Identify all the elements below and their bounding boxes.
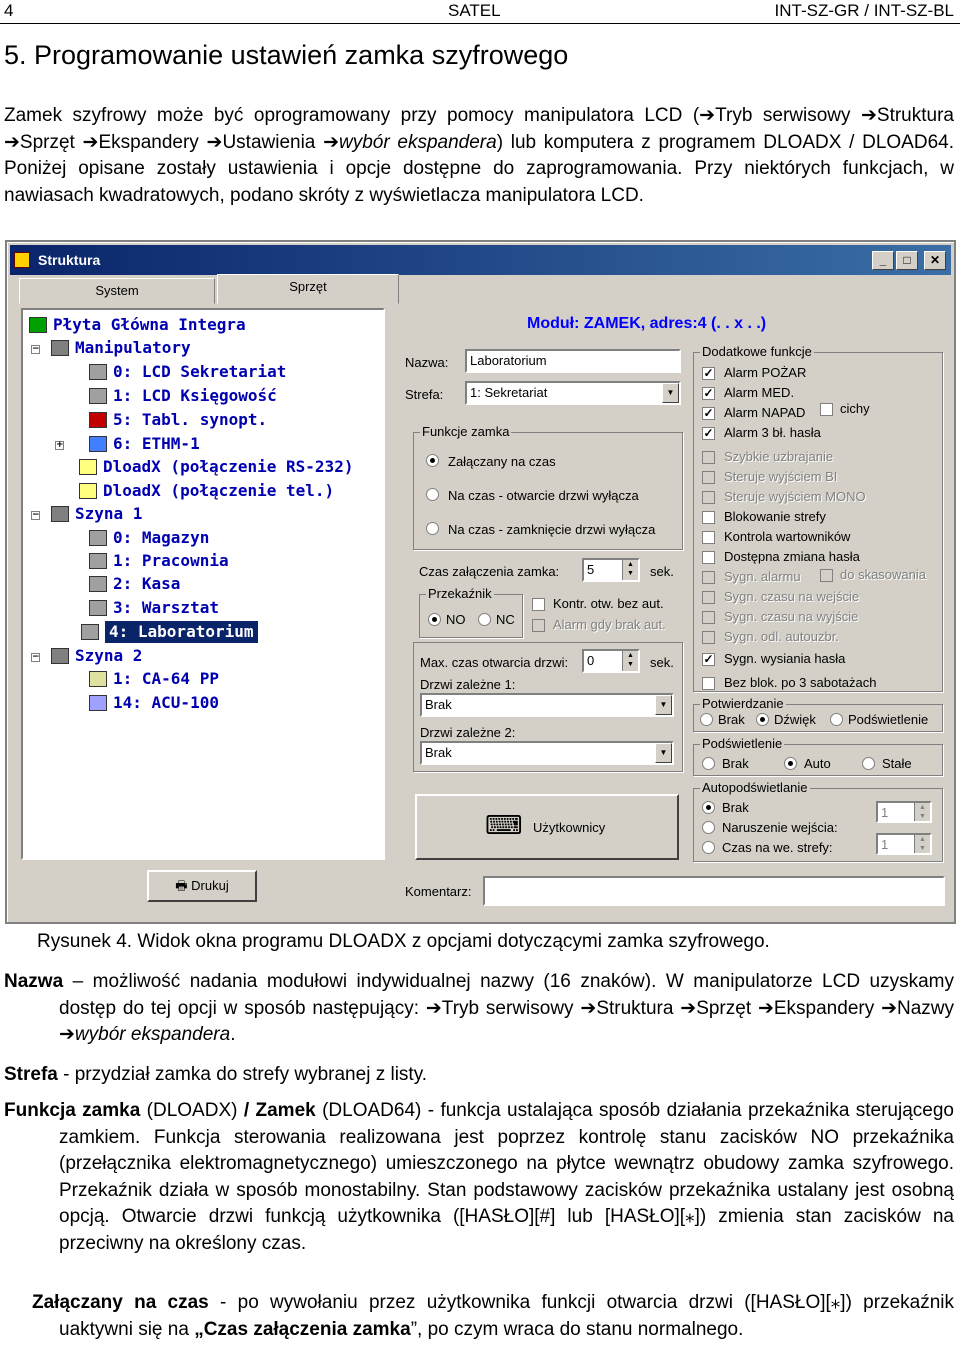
comment-label: Komentarz: bbox=[405, 884, 472, 899]
tree-expander-icon[interactable]: + bbox=[56, 440, 64, 450]
chevron-down-icon[interactable]: ▼ bbox=[655, 695, 672, 715]
on-time-label: Czas załączenia zamka: bbox=[419, 564, 560, 579]
funkcja-paragraph: Funkcja zamka (DLOADX) / Zamek (DLOAD64) - funkcja ustalająca sposób działania przekaźnika sterującego zamkiem. Funkcja sterowania realizowana jest poprzez kontrolę stanu zacisków NO przekaźnika (przełącznika elektromagnetycznego) umieszczonego na płytce wewnątrz obudowy zamka szyfrowego. Przekaźnik działa w sposób monostabilny. Stan podstawowy zacisków przekaźnika ustalany jest osobną opcją. Otwarcie drzwi funkcją użytkownika ([HASŁO][#] lub [HASŁO][⁎]) zmienia stan zacisków na przeciwny na określony czas. bbox=[4, 1100, 954, 1254]
extra-function-checkbox[interactable] bbox=[702, 611, 715, 624]
extra-function-label: Sygn. alarmu bbox=[724, 569, 801, 584]
extra-function-label: Bez blok. po 3 sabotażach bbox=[724, 675, 877, 690]
extra-function-label: Steruje wyjściem BI bbox=[724, 469, 838, 484]
extra-function-checkbox[interactable] bbox=[702, 591, 715, 604]
cichy-label: cichy bbox=[840, 401, 870, 416]
backlight-fixed-radio[interactable] bbox=[862, 757, 875, 770]
struktura-window bbox=[5, 240, 956, 924]
relay-group: Przekaźnik NO NC bbox=[419, 594, 523, 638]
backlight-brak-label: Brak bbox=[722, 756, 749, 771]
extra-function-checkbox[interactable]: ✓ bbox=[703, 386, 714, 400]
maximize-button[interactable]: □ bbox=[896, 251, 918, 270]
page-header bbox=[0, 0, 960, 24]
extra-function-label: Dostępna zmiana hasła bbox=[724, 549, 860, 564]
cichy-checkbox[interactable] bbox=[820, 403, 833, 416]
lock-option-timed-radio[interactable] bbox=[426, 454, 439, 467]
lock-option-close-off-radio[interactable] bbox=[426, 522, 439, 535]
tree-node[interactable]: Płyta Główna Integra bbox=[53, 315, 246, 334]
extra-function-label: Sygn. czasu na wejście bbox=[724, 589, 860, 604]
kontr-checkbox[interactable] bbox=[532, 598, 545, 611]
phone-icon bbox=[79, 483, 97, 499]
tree-node[interactable]: DloadX (połączenie tel.) bbox=[103, 481, 335, 500]
extra-function-checkbox[interactable] bbox=[702, 471, 715, 484]
bus-icon bbox=[51, 506, 69, 522]
extra-function-label: Blokowanie strefy bbox=[724, 509, 826, 524]
on-time-unit: sek. bbox=[650, 564, 674, 579]
confirm-light-label: Podświetlenie bbox=[848, 712, 929, 727]
alarm-brak-label: Alarm gdy brak aut. bbox=[553, 617, 666, 632]
expander-icon bbox=[81, 624, 99, 640]
confirm-group: Potwierdzanie Brak Dźwięk Podświetlenie bbox=[693, 704, 943, 732]
auto-zone-violation-radio[interactable] bbox=[702, 821, 715, 834]
tree-node[interactable]: 1: CA-64 PP bbox=[113, 669, 219, 688]
zone-label: Strefa: bbox=[405, 387, 444, 402]
do-kasowania-checkbox[interactable] bbox=[820, 569, 833, 582]
lock-option-open-off-label: Na czas - otwarcie drzwi wyłącza bbox=[448, 488, 639, 503]
minimize-button[interactable]: _ bbox=[872, 251, 894, 270]
keypad-hand-icon: ⌨ bbox=[485, 810, 523, 840]
extra-function-label: Sygn. wysiania hasła bbox=[724, 651, 846, 666]
backlight-brak-radio[interactable] bbox=[702, 757, 715, 770]
backlight-auto-radio[interactable] bbox=[784, 757, 797, 770]
tree-node[interactable]: 1: LCD Księgowość bbox=[113, 386, 277, 405]
tree-node[interactable]: 14: ACU-100 bbox=[113, 693, 219, 712]
confirm-sound-radio[interactable] bbox=[756, 713, 769, 726]
extra-function-label: Alarm 3 bł. hasła bbox=[724, 425, 821, 440]
acu-icon bbox=[89, 695, 107, 711]
door2-select[interactable]: Brak ▼ bbox=[420, 741, 674, 765]
expander-icon bbox=[89, 530, 107, 546]
tree-node[interactable]: Szyna 1 bbox=[75, 504, 143, 523]
auto-entry-time-radio[interactable] bbox=[702, 841, 715, 854]
extra-function-label: Sygn. odl. autouzbr. bbox=[724, 629, 839, 644]
auto-entry-time-label: Czas na we. strefy: bbox=[722, 840, 833, 855]
auto-entry-input[interactable]: 1 ▲ ▼ bbox=[876, 833, 932, 855]
spinner-icon[interactable]: ▲ ▼ bbox=[622, 651, 638, 671]
confirm-light-radio[interactable] bbox=[830, 713, 843, 726]
tab-sprzet[interactable]: Sprzęt bbox=[217, 274, 399, 304]
spinner-icon[interactable]: ▲ ▼ bbox=[622, 560, 638, 580]
confirm-brak-radio[interactable] bbox=[700, 713, 713, 726]
comment-input[interactable] bbox=[483, 876, 945, 906]
backlight-group: Podświetlenie Brak Auto Stałe bbox=[693, 744, 943, 776]
tree-expander-icon[interactable]: − bbox=[32, 510, 40, 520]
max-open-label: Max. czas otwarcia drzwi: bbox=[420, 655, 569, 670]
users-button[interactable]: ⌨ Użytkownicy bbox=[415, 794, 679, 860]
do-kasowania-label: do skasowania bbox=[840, 567, 926, 582]
auto-backlight-group: Autopodświetlanie Brak Naruszenie wejścia: Czas na we. strefy: 1 ▲ ▼ 1 ▲ ▼ bbox=[693, 788, 943, 862]
extra-function-checkbox[interactable] bbox=[702, 631, 715, 644]
extra-function-label: Kontrola wartowników bbox=[724, 529, 851, 544]
close-button[interactable]: ✕ bbox=[924, 251, 946, 270]
auto-brak-radio[interactable] bbox=[702, 801, 715, 814]
keypad-icon bbox=[89, 388, 107, 404]
auto-zone-violation-label: Naruszenie wejścia: bbox=[722, 820, 838, 835]
name-label: Nazwa: bbox=[405, 355, 449, 370]
chevron-down-icon[interactable]: ▼ bbox=[655, 743, 672, 763]
door1-select[interactable]: Brak ▼ bbox=[420, 693, 674, 717]
extra-function-label: Alarm POŻAR bbox=[724, 365, 807, 380]
auto-zone-input[interactable]: 1 ▲ ▼ bbox=[876, 801, 932, 823]
spinner-icon[interactable]: ▲ ▼ bbox=[914, 803, 930, 821]
app-icon bbox=[14, 252, 30, 268]
figure-caption: Rysunek 4. Widok okna programu DLOADX z opcjami dotyczącymi zamka szyfrowego. bbox=[37, 931, 770, 952]
window-title: Struktura bbox=[38, 252, 101, 268]
keypad-icon bbox=[89, 364, 107, 380]
tree-node[interactable]: 1: Pracownia bbox=[113, 551, 229, 570]
extra-function-label: Alarm MED. bbox=[724, 385, 795, 400]
extra-function-checkbox[interactable] bbox=[702, 551, 715, 564]
zone-select[interactable]: 1: Sekretariat ▼ bbox=[465, 381, 681, 405]
chevron-down-icon[interactable]: ▼ bbox=[662, 383, 679, 403]
nazwa-paragraph: Nazwa – możliwość nadania modułowi indywidualnej nazwy (16 znaków). W manipulatorze LCD uzyskamy dostęp do tej opcji w sposób następujący: ➔Tryb serwisowy ➔Struktura ➔Sprzęt ➔Ekspandery ➔Nazwy ➔wybór ekspandera. bbox=[4, 971, 954, 1045]
expander-icon bbox=[89, 600, 107, 616]
door-group bbox=[413, 642, 683, 772]
max-open-unit: sek. bbox=[650, 655, 674, 670]
on-time-input[interactable]: 5 ▲ ▼ bbox=[582, 558, 640, 582]
extra-function-checkbox[interactable] bbox=[702, 451, 715, 464]
tree-expander-icon[interactable]: − bbox=[32, 652, 40, 662]
extra-function-checkbox[interactable] bbox=[702, 531, 715, 544]
brand-name: SATEL bbox=[448, 1, 501, 20]
alarm-brak-checkbox[interactable] bbox=[532, 619, 545, 632]
extra-function-checkbox[interactable]: ✓ bbox=[703, 652, 714, 666]
ca64pp-icon bbox=[89, 671, 107, 687]
tree-node[interactable]: DloadX (połączenie RS-232) bbox=[103, 457, 354, 476]
serial-icon bbox=[79, 459, 97, 475]
tree-node[interactable]: 5: Tabl. synopt. bbox=[113, 410, 268, 429]
spinner-icon[interactable]: ▲ ▼ bbox=[914, 835, 930, 853]
backlight-auto-label: Auto bbox=[804, 756, 831, 771]
relay-no-label: NO bbox=[446, 612, 466, 627]
tree-node[interactable]: 0: Magazyn bbox=[113, 528, 210, 547]
extra-function-label: Steruje wyjściem MONO bbox=[724, 489, 866, 504]
tree-node[interactable]: 6: ETHM-1 bbox=[113, 434, 200, 453]
extra-function-label: Sygn. czasu na wyjście bbox=[724, 609, 859, 624]
intro-paragraph: Zamek szyfrowy może być oprogramowany przy pomocy manipulatora LCD (➔Tryb serwisowy ➔Struktura ➔Sprzęt ➔Ekspandery ➔Ustawienia ➔wybór ekspandera) lub komputera z programem DLOADX / DLOAD64. Poniżej opisane zostały ustawienia i opcje dostępne do zaprogramowania. Przy niektórych funkcjach, w nawiasach kwadratowych, podano skróty z wyświetlacza manipulatora LCD. bbox=[4, 105, 954, 206]
lock-option-open-off-radio[interactable] bbox=[426, 488, 439, 501]
zalaczany-paragraph: Załączany na czas - po wywołaniu przez użytkownika funkcji otwarcia drzwi ([HASŁO][⁎]) przekaźnik uaktywni się na „Czas załączenia zamka”, po czym wraca do stanu normalnego. bbox=[32, 1292, 954, 1340]
extra-function-label: Alarm NAPAD bbox=[724, 405, 806, 420]
strefa-paragraph: Strefa - przydział zamka do strefy wybranej z listy. bbox=[4, 1064, 428, 1085]
tree-node[interactable]: 3: Warsztat bbox=[113, 598, 219, 617]
print-button[interactable]: 🖶 Drukuj bbox=[147, 870, 257, 902]
expander-icon bbox=[89, 553, 107, 569]
bus-icon bbox=[51, 648, 69, 664]
extra-function-checkbox[interactable] bbox=[702, 491, 715, 504]
main-board-icon bbox=[29, 317, 47, 333]
kontr-label: Kontr. otw. bez aut. bbox=[553, 596, 664, 611]
relay-no-radio[interactable] bbox=[428, 613, 441, 626]
tab-system[interactable]: System bbox=[19, 278, 215, 304]
lock-option-close-off-label: Na czas - zamknięcie drzwi wyłącza bbox=[448, 522, 656, 537]
relay-nc-radio[interactable] bbox=[478, 613, 491, 626]
door1-label: Drzwi zależne 1: bbox=[420, 677, 516, 692]
backlight-fixed-label: Stałe bbox=[882, 756, 912, 771]
lock-option-timed-label: Załączany na czas bbox=[448, 454, 556, 469]
expander-icon bbox=[89, 576, 107, 592]
relay-nc-label: NC bbox=[496, 612, 515, 627]
tree-node[interactable]: 0: LCD Sekretariat bbox=[113, 362, 287, 381]
keypads-icon bbox=[51, 340, 69, 356]
confirm-brak-label: Brak bbox=[718, 712, 745, 727]
structure-tree[interactable] bbox=[21, 308, 385, 860]
window-titlebar[interactable] bbox=[10, 245, 951, 275]
extra-function-checkbox[interactable]: ✓ bbox=[703, 426, 714, 440]
extra-function-checkbox[interactable]: ✓ bbox=[703, 366, 714, 380]
printer-icon: 🖶 bbox=[175, 878, 192, 893]
model-name: INT-SZ-GR / INT-SZ-BL bbox=[774, 1, 954, 20]
page-number: 4 bbox=[4, 1, 14, 20]
extra-function-checkbox[interactable] bbox=[702, 571, 715, 584]
extra-functions-group: Dodatkowe funkcje ✓ Alarm POŻAR ✓ Alarm MED. ✓ Alarm NAPAD ✓ Alarm 3 bł. hasła Szybkie uzbrajanie Steruje wyjściem BI Steruje wyjściem MONO Blokowanie strefy Kontrola wartowników Dostępna zmiana hasła Sygn. alarmu Sygn. czasu na wejście Sygn. czasu na wyjście Sygn. odl. autouzbr. ✓ Sygn. wysiania hasła Bez blok. po 3 sabotażach cichy do skasowania bbox=[693, 352, 943, 692]
max-open-input[interactable]: 0 ▲ ▼ bbox=[582, 649, 640, 673]
door2-label: Drzwi zależne 2: bbox=[420, 725, 516, 740]
tree-node[interactable]: Szyna 2 bbox=[75, 646, 143, 665]
extra-function-checkbox[interactable] bbox=[702, 677, 715, 690]
extra-function-checkbox[interactable]: ✓ bbox=[703, 406, 714, 420]
confirm-sound-label: Dźwięk bbox=[774, 712, 816, 727]
extra-function-checkbox[interactable] bbox=[702, 511, 715, 524]
name-input[interactable]: Laboratorium bbox=[465, 349, 681, 373]
tree-node[interactable]: 2: Kasa bbox=[113, 574, 181, 593]
tree-node[interactable]: 4: Laboratorium bbox=[105, 621, 258, 643]
module-title: Moduł: ZAMEK, adres:4 (. . x . .) bbox=[527, 315, 767, 332]
auto-brak-label: Brak bbox=[722, 800, 749, 815]
section-title: 5. Programowanie ustawień zamka szyfrowego bbox=[4, 40, 569, 70]
tree-node[interactable]: Manipulatory bbox=[75, 338, 191, 357]
synoptic-icon bbox=[89, 412, 107, 428]
lock-functions-group: Funkcje zamka Załączany na czas Na czas - otwarcie drzwi wyłącza Na czas - zamknięcie drzwi wyłącza bbox=[413, 432, 683, 550]
tree-expander-icon[interactable]: − bbox=[32, 344, 40, 354]
extra-function-label: Szybkie uzbrajanie bbox=[724, 449, 834, 464]
ethernet-module-icon bbox=[89, 436, 107, 452]
